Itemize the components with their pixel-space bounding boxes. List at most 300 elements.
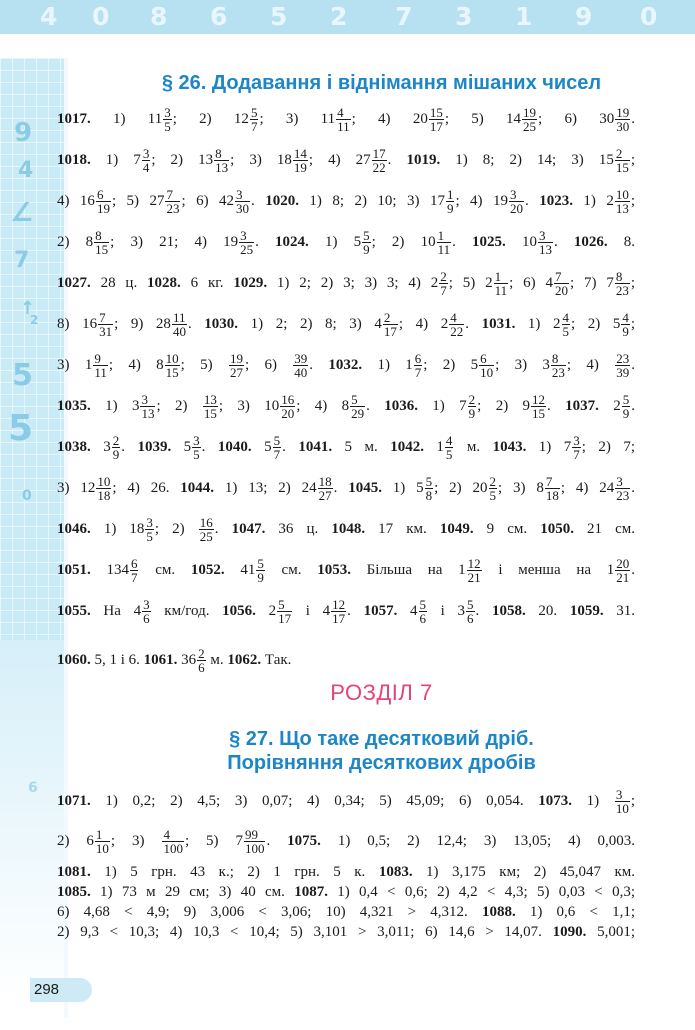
answer-text: .	[631, 110, 635, 127]
answer-text: Більша на 1	[350, 561, 466, 578]
fraction-numerator: 10	[97, 474, 111, 489]
fraction-numerator: 5	[467, 597, 474, 612]
answer-text: 8) 16	[57, 315, 98, 332]
fraction	[467, 557, 482, 584]
fraction	[163, 106, 172, 133]
fraction	[96, 475, 111, 502]
fraction-numerator: 19	[523, 105, 537, 120]
fraction-numerator: 17	[372, 146, 386, 161]
answer-text: .	[266, 832, 288, 849]
fraction	[199, 516, 214, 543]
answer-text: 6 кг.	[180, 274, 234, 291]
fraction-numerator: 2	[440, 269, 447, 284]
fraction-numerator: 7	[165, 188, 180, 202]
exercise-number: 1047.	[231, 520, 266, 537]
fraction-denominator: 40	[172, 324, 186, 339]
fraction-denominator: 6	[143, 611, 150, 626]
answer-text: 5	[171, 438, 192, 455]
exercise-number: 1020.	[265, 192, 299, 209]
page-number: 298	[30, 978, 92, 1002]
fraction-numerator: 10	[615, 187, 629, 202]
answer-line	[57, 557, 635, 584]
answer-text: 2) 9,3 < 10,3; 4) 10,3 < 10,4; 5) 3,101 > 3,011; 6) 14,6 > 14,07.	[57, 924, 553, 940]
answer-text: ; 2) 13	[151, 151, 214, 168]
answer-text: ;	[630, 315, 636, 332]
fraction-denominator: 7	[573, 447, 580, 462]
section-26-title: § 26. Додавання і віднімання мішаних чисел	[161, 72, 602, 94]
exercise-number: 1052.	[190, 561, 225, 578]
exercise-number: 1073.	[538, 792, 573, 809]
exercise-number: 1044.	[180, 479, 215, 496]
answer-text: 1) 8; 2) 10; 3) 17	[298, 192, 445, 209]
fraction-numerator: 6	[414, 351, 422, 366]
answer-text: 1) 11	[90, 110, 163, 127]
exercise-number: 1024.	[275, 233, 309, 250]
fraction	[562, 311, 571, 338]
fraction-denominator: 7	[130, 570, 138, 585]
fraction-numerator: 2	[383, 311, 398, 325]
answer-text: ; 2) 9	[477, 397, 531, 414]
fraction-numerator: 2	[615, 147, 630, 161]
exercise-number: 1090.	[552, 924, 587, 940]
fraction-denominator: 9	[363, 242, 370, 257]
answer-text: .	[553, 233, 574, 250]
answer-text: 1) 0,5; 2) 12,4; 3) 13,05; 4) 0,003.	[320, 832, 636, 849]
fraction	[489, 475, 498, 502]
fraction-numerator: 3	[615, 475, 630, 489]
exercise-number: 1043.	[492, 438, 527, 455]
answer-text: 1) 2; 2) 8; 3) 4	[238, 315, 382, 332]
fraction-numerator: 3	[193, 433, 200, 448]
answer-text: і 4	[293, 602, 331, 619]
answer-line	[57, 862, 635, 882]
exercise-number: 1060.	[57, 651, 91, 668]
fraction-denominator: 15	[203, 406, 217, 421]
fraction	[362, 229, 371, 256]
exercise-number: 1083.	[378, 864, 413, 880]
answer-text: 1) 7	[90, 151, 141, 168]
fraction-denominator: 5	[193, 447, 200, 462]
answer-line	[57, 922, 635, 942]
fraction	[615, 147, 630, 174]
fraction-numerator: 1	[95, 828, 110, 842]
fraction-denominator: 20	[510, 201, 523, 216]
fraction-denominator: 7	[273, 447, 281, 462]
fraction-numerator: 5	[277, 598, 292, 612]
fraction	[439, 270, 448, 297]
fraction-denominator: 6	[419, 611, 426, 626]
answer-text: .	[333, 479, 349, 496]
fraction	[112, 434, 121, 461]
fraction-denominator: 11	[494, 283, 508, 298]
exercise-number: 1041.	[298, 438, 333, 455]
fraction-numerator: 3	[164, 105, 171, 120]
exercise-number: 1050.	[540, 520, 574, 537]
fraction	[615, 270, 630, 297]
fraction-numerator: 8	[551, 352, 566, 366]
answer-line	[57, 311, 635, 338]
answer-text: ; 4) 24	[560, 479, 615, 496]
answer-text: .	[525, 192, 540, 209]
answer-text: ; 2) 5	[571, 315, 621, 332]
fraction-denominator: 10	[95, 841, 109, 856]
fraction-denominator: 8	[425, 488, 433, 503]
fraction	[145, 516, 154, 543]
left-band-fade: 6	[0, 640, 64, 1000]
fraction-numerator: 4	[562, 310, 569, 325]
fraction-denominator: 29	[351, 406, 365, 421]
answer-text: ; 5) 2	[448, 274, 493, 291]
fraction-denominator: 23	[166, 201, 180, 216]
answer-text: ; 7) 7	[569, 274, 614, 291]
fraction	[197, 647, 206, 674]
fraction-denominator: 5	[146, 529, 153, 544]
answer-text: .	[465, 315, 482, 332]
answer-text: ; 2) 10	[371, 233, 436, 250]
fraction-denominator: 9	[622, 324, 629, 339]
answer-text: ; 6)	[244, 356, 293, 373]
fraction-denominator: 17	[429, 119, 443, 134]
answer-text: 1) 0,2; 2) 4,5; 3) 0,07; 4) 0,34; 5) 45,09; 6) 0,054.	[90, 792, 539, 809]
fraction-denominator: 9	[446, 201, 454, 216]
fraction-denominator: 6	[198, 660, 205, 675]
fraction	[130, 557, 139, 584]
exercise-number: 1040.	[217, 438, 252, 455]
answer-line	[57, 352, 635, 379]
answer-text: 3) 1	[57, 356, 93, 373]
fraction-numerator: 15	[429, 105, 443, 120]
exercise-number: 1037.	[565, 397, 599, 414]
answer-text: ; 3) 8	[498, 479, 544, 496]
answer-line	[57, 882, 635, 902]
fraction	[551, 352, 566, 379]
fraction	[95, 828, 110, 855]
section-27-title	[68, 727, 695, 775]
answer-text: 2	[598, 397, 621, 414]
fraction-denominator: 9	[257, 570, 264, 585]
answer-text: ; 5)	[180, 356, 228, 373]
fraction-numerator: 16	[281, 392, 295, 407]
exercise-number: 1032.	[328, 356, 363, 373]
exercise-number: 1038.	[57, 438, 91, 455]
answer-text: .	[201, 438, 218, 455]
fraction-denominator: 25	[240, 242, 254, 257]
answer-text: 2	[255, 602, 277, 619]
answer-text: 10	[505, 233, 537, 250]
answer-text: ; 6) 4	[509, 274, 553, 291]
fraction-denominator: 13	[615, 201, 629, 216]
fraction-denominator: 6	[467, 611, 474, 626]
fraction	[350, 393, 365, 420]
fraction-numerator: 18	[318, 474, 332, 489]
fraction-numerator: 3	[142, 146, 150, 161]
answer-text: .	[631, 479, 635, 496]
fraction-numerator: 13	[203, 392, 217, 407]
fraction	[615, 106, 630, 133]
fraction-numerator: 5	[250, 105, 258, 120]
fraction	[244, 828, 266, 855]
answer-text: ; 3) 21; 4) 19	[110, 233, 239, 250]
fraction-denominator: 25	[199, 529, 213, 544]
exercise-number: 1029.	[233, 274, 268, 291]
exercise-number: 1055.	[57, 602, 91, 619]
fraction-denominator: 30	[236, 201, 250, 216]
answer-text: 20.	[525, 602, 570, 619]
fraction	[414, 352, 423, 379]
fraction	[621, 311, 630, 338]
fraction-numerator: 5	[257, 556, 264, 571]
fraction-denominator: 21	[467, 570, 481, 585]
fraction-denominator: 17	[278, 611, 292, 626]
answer-text: і 3	[428, 602, 466, 619]
answer-line	[57, 393, 635, 420]
answer-text: .	[366, 397, 385, 414]
exercise-number: 1042.	[390, 438, 424, 455]
answer-text: ; 3) 18	[230, 151, 292, 168]
answer-text: ; 4) 2	[398, 315, 449, 332]
fraction	[94, 229, 109, 256]
exercise-number: 1039.	[137, 438, 172, 455]
fraction	[615, 557, 630, 584]
answer-line	[57, 828, 635, 855]
answer-text: .	[214, 520, 232, 537]
fraction	[165, 188, 180, 215]
answer-text: .	[547, 397, 566, 414]
fraction-denominator: 7	[440, 283, 447, 298]
fraction-denominator: 39	[616, 365, 630, 380]
fraction	[479, 352, 494, 379]
fraction	[331, 598, 346, 625]
fraction-numerator: 4	[162, 828, 184, 842]
fraction-denominator: 23	[615, 283, 629, 298]
answer-text: 1	[423, 438, 444, 455]
exercise-number: 1028.	[147, 274, 181, 291]
fraction-denominator: 30	[616, 119, 630, 134]
fraction-denominator: 13	[215, 160, 229, 175]
exercise-number: 1056.	[222, 602, 256, 619]
fraction-numerator: 5	[350, 393, 365, 407]
fraction-numerator: 6	[479, 352, 494, 366]
fraction-numerator: 99	[244, 828, 266, 842]
fraction-numerator: 19	[616, 105, 630, 120]
exercise-number: 1027.	[57, 274, 91, 291]
answer-text: ; 6) 30	[538, 110, 615, 127]
fraction-denominator: 13	[141, 406, 155, 421]
answer-line	[57, 434, 635, 461]
answer-text: ; 6) 42	[181, 192, 235, 209]
exercise-number: 1051.	[57, 561, 91, 578]
answer-text: ; 4) 27	[308, 151, 371, 168]
exercise-number: 1046.	[57, 520, 91, 537]
exercise-number: 1061.	[143, 651, 178, 668]
fraction-numerator: 3	[615, 788, 630, 802]
answer-text: см.	[265, 561, 318, 578]
exercise-number: 1025.	[472, 233, 506, 250]
fraction-denominator: 27	[318, 488, 332, 503]
fraction-numerator: 3	[573, 433, 580, 448]
answer-text: 1) 3,175 км; 2) 45,047 км.	[412, 864, 636, 880]
answer-text: 1)	[572, 792, 614, 809]
fraction-denominator: 11	[337, 119, 350, 134]
fraction-numerator: 3	[146, 515, 153, 530]
fraction	[165, 352, 180, 379]
answer-text: ; 2) 7;	[581, 438, 636, 455]
fraction	[277, 598, 292, 625]
answer-line	[57, 188, 635, 215]
fraction-numerator: 1	[494, 270, 509, 284]
answer-text: .	[282, 438, 299, 455]
answer-text: .	[631, 356, 635, 373]
answer-text: 3) 12	[57, 479, 96, 496]
fraction-numerator: 7	[545, 475, 560, 489]
fraction-numerator: 7	[554, 270, 569, 284]
fraction-numerator: 1	[446, 187, 454, 202]
answer-text: 2) 8	[57, 233, 94, 250]
fraction-denominator: 7	[414, 365, 422, 380]
answer-text: см.	[139, 561, 191, 578]
fraction-denominator: 100	[163, 841, 183, 856]
answer-line	[57, 106, 635, 133]
exercise-number: 1031.	[481, 315, 516, 332]
fraction-numerator: 4	[622, 310, 629, 325]
fraction-numerator: 14	[293, 146, 307, 161]
fraction-numerator: 8	[94, 229, 109, 243]
answer-text: .	[187, 315, 205, 332]
fraction	[445, 434, 454, 461]
fraction	[192, 434, 201, 461]
fraction-numerator: 12	[532, 392, 546, 407]
fraction-numerator: 16	[199, 515, 213, 530]
answer-text: ; 4) 8	[296, 397, 350, 414]
fraction-denominator: 5	[562, 324, 569, 339]
exercise-number: 1058.	[491, 602, 526, 619]
answer-text: 1) 73 м 29 см; 3) 40 см.	[90, 884, 295, 900]
exercise-number: 1045.	[348, 479, 382, 496]
answer-text: 5, 1 і 6.	[90, 651, 144, 668]
fraction	[615, 188, 630, 215]
fraction	[622, 393, 631, 420]
answer-line	[57, 516, 635, 543]
answer-text: ; 4)	[566, 356, 615, 373]
answer-text: 21 см.	[573, 520, 636, 537]
fraction-denominator: 5	[445, 447, 453, 462]
answer-text: м.	[454, 438, 493, 455]
fraction-numerator: 12	[467, 556, 481, 571]
exercise-number: 1071.	[57, 792, 91, 809]
fraction-denominator: 40	[294, 365, 308, 380]
fraction-denominator: 15	[532, 406, 546, 421]
fraction-denominator: 4	[142, 160, 150, 175]
fraction-numerator: 9	[93, 352, 108, 366]
answer-text: .	[347, 602, 364, 619]
answer-line	[57, 902, 635, 922]
fraction-denominator: 10	[480, 365, 494, 380]
answer-text: ; 2) 20	[434, 479, 488, 496]
answer-text: ; 2)	[154, 520, 198, 537]
answer-text: ; 4) 20	[351, 110, 428, 127]
fraction	[98, 311, 113, 338]
answer-text: .	[452, 233, 473, 250]
answer-text: 1) 7	[417, 397, 467, 414]
exercise-number: 1017.	[57, 110, 91, 127]
answer-text: 28 ц.	[90, 274, 148, 291]
fraction	[229, 352, 244, 379]
answer-text: ; 4) 8	[108, 356, 164, 373]
exercise-number: 1087.	[294, 884, 328, 900]
answer-text: ; 2) 12	[172, 110, 249, 127]
answer-text: 36	[177, 651, 197, 668]
exercise-number: 1062.	[227, 651, 262, 668]
fraction	[437, 229, 452, 256]
fraction	[280, 393, 295, 420]
fraction	[293, 352, 308, 379]
fraction	[522, 106, 537, 133]
fraction-numerator: 5	[273, 433, 281, 448]
answer-text: ; 3) 11	[259, 110, 336, 127]
answer-text: 9 см.	[473, 520, 541, 537]
fraction-denominator: 22	[450, 324, 464, 339]
answer-text: 1) 7	[526, 438, 572, 455]
fraction-numerator: 10	[165, 351, 179, 366]
fraction-numerator: 4	[445, 433, 453, 448]
fraction-denominator: 5	[489, 488, 497, 503]
fraction	[203, 393, 218, 420]
fraction	[615, 352, 630, 379]
exercise-number: 1030.	[204, 315, 239, 332]
fraction-denominator: 25	[523, 119, 537, 134]
exercise-number: 1049.	[439, 520, 474, 537]
fraction-denominator: 27	[229, 365, 243, 380]
answer-text: 1) 2; 2) 3; 3) 3; 4) 2	[267, 274, 439, 291]
fraction	[239, 229, 254, 256]
fraction-numerator: 8	[214, 147, 229, 161]
fraction	[429, 106, 444, 133]
answer-text: 41	[224, 561, 256, 578]
answer-text: .	[251, 192, 266, 209]
answer-text: ; 3) 3	[495, 356, 550, 373]
answer-text: ; 5) 27	[111, 192, 165, 209]
fraction	[172, 311, 187, 338]
answer-text: .	[631, 561, 636, 578]
exercise-number: 1018.	[57, 151, 91, 168]
fraction-denominator: 11	[437, 242, 451, 257]
answer-text: ;	[630, 274, 635, 291]
fraction	[509, 188, 524, 215]
answer-text: 1) 5	[308, 233, 362, 250]
fraction-numerator: 2	[112, 433, 120, 448]
answer-text: ; 3)	[110, 832, 162, 849]
answer-text: 134	[90, 561, 129, 578]
fraction	[293, 147, 308, 174]
top-decorative-band: 4 0 8 6 5 2 7 3 1 9 0	[0, 0, 695, 34]
answer-text: 1) 2	[572, 192, 614, 209]
answer-text: 5	[251, 438, 272, 455]
fraction-numerator: 4	[449, 311, 464, 325]
fraction-denominator: 9	[112, 447, 120, 462]
chapter-title: РОЗДІЛ 7	[330, 680, 433, 705]
answer-text: 1) 18	[90, 520, 145, 537]
fraction-denominator: 17	[383, 324, 397, 339]
answer-text: 1) 5 грн. 43 к.; 2) 1 грн. 5 к.	[90, 864, 379, 880]
exercise-number: 1048.	[331, 520, 366, 537]
fraction	[318, 475, 333, 502]
answer-text: 1) 3	[90, 397, 140, 414]
fraction	[273, 434, 282, 461]
fraction-numerator: 3	[235, 188, 250, 202]
exercise-number: 1081.	[57, 864, 91, 880]
fraction-numerator: 5	[363, 228, 370, 243]
fraction	[545, 475, 560, 502]
